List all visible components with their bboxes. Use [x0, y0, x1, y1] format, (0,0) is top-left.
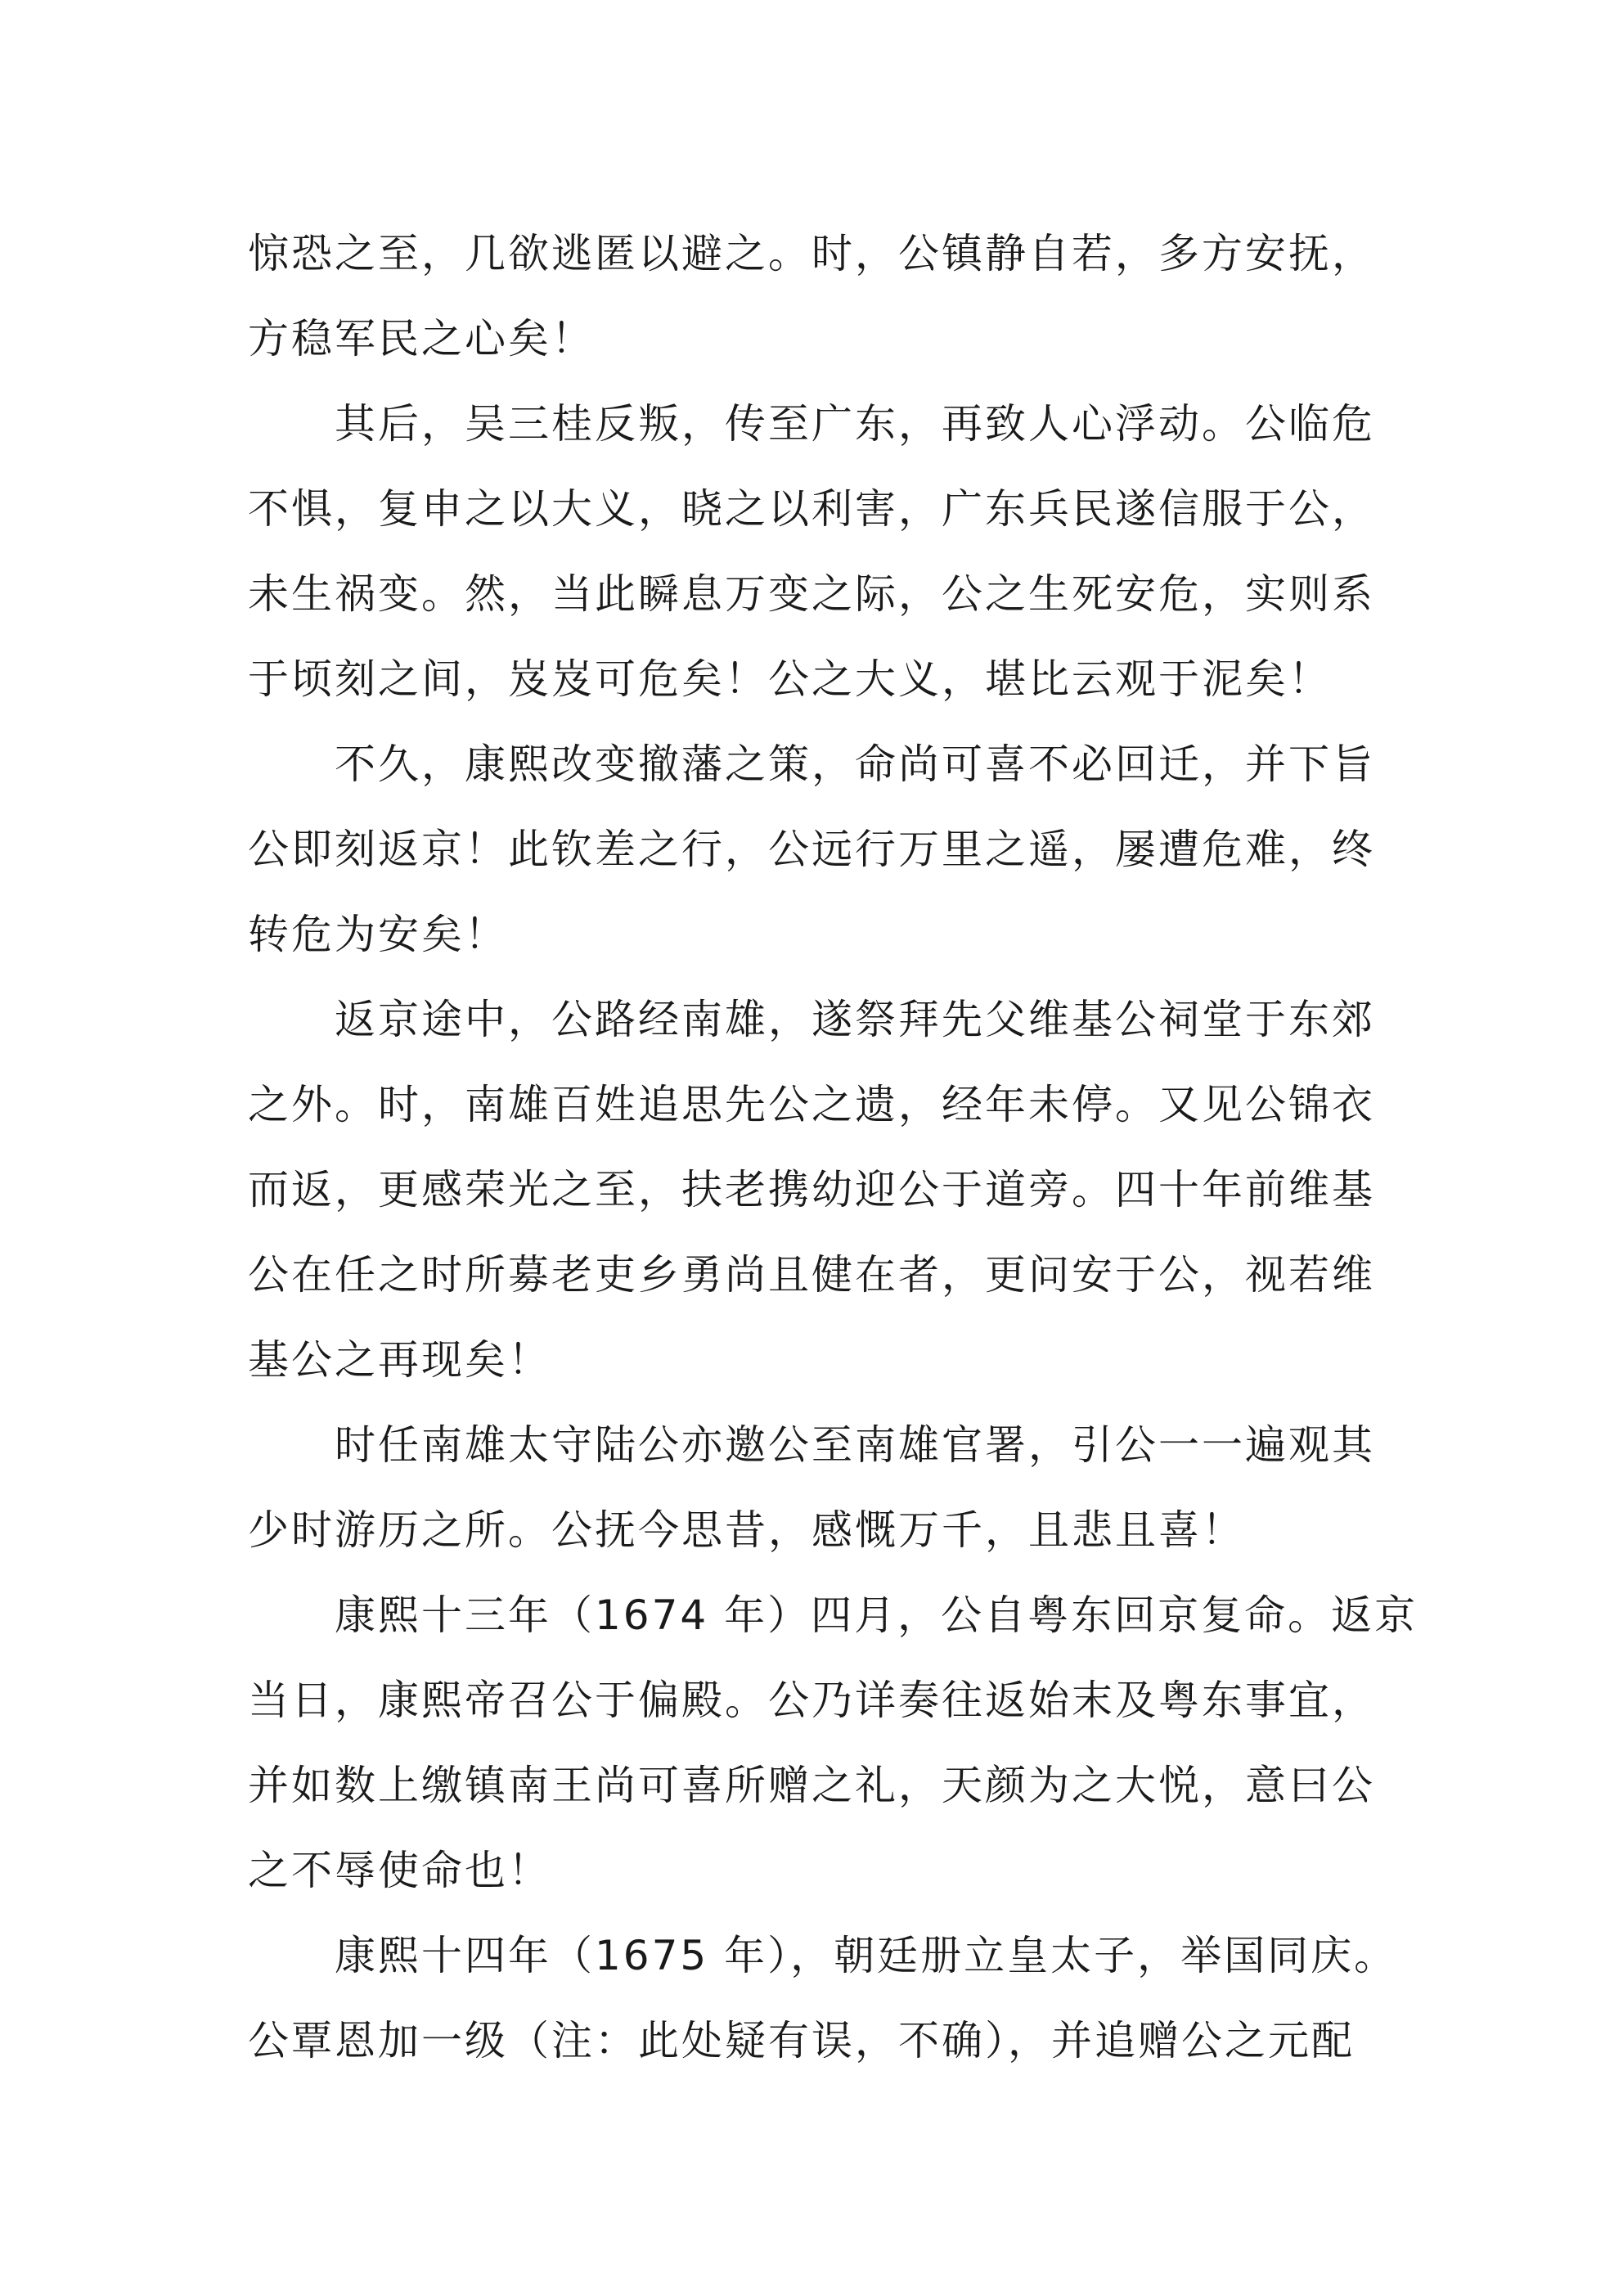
- text-line: 方稳军民之心矣！: [248, 315, 595, 362]
- text-line: 返京途中，公路经南雄，遂祭拜先父维基公祠堂于东郊: [335, 996, 1375, 1043]
- text-line: 惊恐之至，几欲逃匿以避之。时，公镇静自若，多方安抚，: [248, 230, 1375, 277]
- text-line: 不惧，复申之以大义，晓之以利害，广东兵民遂信服于公，: [248, 485, 1375, 533]
- text-line: 于顷刻之间，岌岌可危矣！公之大义，堪比云观于泥矣！: [248, 655, 1332, 703]
- text-line: 公在任之时所募老吏乡勇尚且健在者，更问安于公，视若维: [248, 1251, 1375, 1299]
- text-line: 基公之再现矣！: [248, 1336, 551, 1384]
- text-line: 之外。时，南雄百姓追思先公之遗，经年未停。又见公锦衣: [248, 1081, 1375, 1128]
- text-line: 康熙十四年（1675 年），朝廷册立皇太子，举国同庆。: [335, 1932, 1398, 1979]
- text-line: 公即刻返京！此钦差之行，公远行万里之遥，屡遭危难，终: [248, 826, 1375, 873]
- text-line: 康熙十三年（1674 年）四月，公自粤东回京复命。返京: [335, 1591, 1418, 1639]
- text-line: 时任南雄太守陆公亦邀公至南雄官署，引公一一遍观其: [335, 1421, 1375, 1469]
- text-line: 转危为安矣！: [248, 911, 508, 958]
- text-line: 当日，康熙帝召公于偏殿。公乃详奏往返始末及粤东事宜，: [248, 1677, 1375, 1724]
- text-line: 并如数上缴镇南王尚可喜所赠之礼，天颜为之大悦，意曰公: [248, 1762, 1375, 1809]
- text-line: 少时游历之所。公抚今思昔，感慨万千，且悲且喜！: [248, 1506, 1245, 1554]
- text-line: 而返，更感荣光之至，扶老携幼迎公于道旁。四十年前维基: [248, 1166, 1375, 1213]
- text-line: 之不辱使命也！: [248, 1847, 551, 1894]
- text-line: 其后，吴三桂反叛，传至广东，再致人心浮动。公临危: [335, 400, 1375, 448]
- text-line: 不久，康熙改变撤藩之策，命尚可喜不必回迁，并下旨: [335, 741, 1375, 788]
- text-line: 公覃恩加一级（注：此处疑有误，不确），并追赠公之元配: [248, 2017, 1355, 2064]
- text-line: 未生祸变。然，当此瞬息万变之际，公之生死安危，实则系: [248, 570, 1375, 618]
- body-text: [248, 211, 1418, 2083]
